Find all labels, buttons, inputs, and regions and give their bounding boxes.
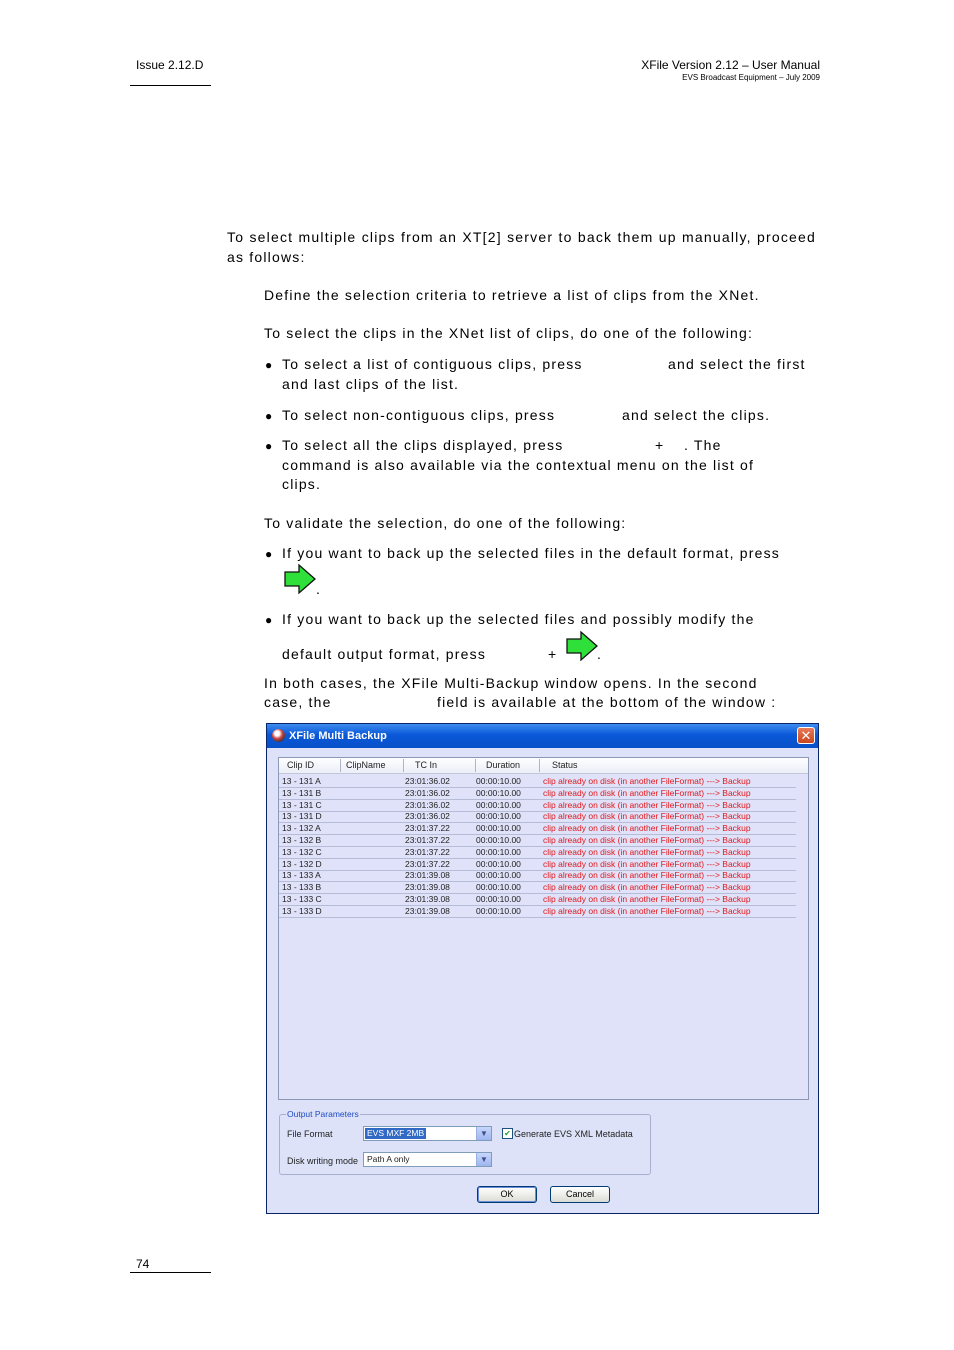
- page-number: 74: [136, 1257, 150, 1271]
- step-2-bullet-3-b: . The: [684, 437, 722, 453]
- close-button[interactable]: [797, 727, 815, 744]
- status-cell: clip already on disk (in another FileFormat) ---> Backup: [543, 846, 751, 857]
- header-rule: [130, 85, 211, 86]
- status-cell: clip already on disk (in another FileFormat) ---> Backup: [543, 823, 751, 834]
- tc-in-cell: 23:01:36.02: [405, 787, 450, 798]
- column-separator[interactable]: [403, 759, 404, 772]
- col-clip-name[interactable]: ClipName: [346, 760, 386, 770]
- tc-in-cell: 23:01:39.08: [405, 905, 450, 916]
- bullet-dot: ●: [265, 409, 273, 423]
- column-separator[interactable]: [340, 759, 341, 772]
- step-2-bullet-1-a: To select a list of contiguous clips, press: [282, 356, 583, 372]
- output-parameters-legend: Output Parameters: [287, 1109, 359, 1119]
- status-cell: clip already on disk (in another FileFormat) ---> Backup: [543, 905, 751, 916]
- table-row[interactable]: [279, 905, 796, 918]
- col-tc-in[interactable]: TC In: [415, 760, 438, 770]
- clip-id-cell: 13 - 133 D: [282, 905, 322, 916]
- app-icon: [272, 729, 285, 742]
- close-icon: ✕: [800, 728, 812, 743]
- duration-cell: 00:00:10.00: [476, 905, 521, 916]
- duration-cell: 00:00:10.00: [476, 846, 521, 857]
- status-cell: clip already on disk (in another FileFormat) ---> Backup: [543, 776, 751, 786]
- intro-paragraph: To select multiple clips from an XT[2] server to back them up manually, proceed as follows:: [227, 229, 816, 265]
- file-format-select[interactable]: [363, 1126, 492, 1141]
- tc-in-cell: 23:01:36.02: [405, 799, 450, 810]
- tc-in-cell: 23:01:37.22: [405, 823, 450, 834]
- duration-cell: 00:00:10.00: [476, 776, 521, 786]
- column-separator[interactable]: [539, 759, 540, 772]
- tc-in-cell: 23:01:37.22: [405, 858, 450, 869]
- column-separator[interactable]: [475, 759, 476, 772]
- tc-in-cell: 23:01:37.22: [405, 846, 450, 857]
- clip-id-cell: 13 - 133 B: [282, 882, 322, 893]
- col-clip-id[interactable]: Clip ID: [287, 760, 315, 770]
- step-1-text: Define the selection criteria to retrieve a list of clips from the XNet.: [264, 287, 760, 303]
- clip-list[interactable]: [278, 757, 809, 1100]
- output-parameters-group: [279, 1109, 651, 1175]
- metadata-label: Generate EVS XML Metadata: [514, 1129, 633, 1139]
- tc-in-cell: 23:01:39.08: [405, 870, 450, 881]
- clip-id-cell: 13 - 132 A: [282, 823, 321, 834]
- chevron-down-icon[interactable]: ▼: [476, 1127, 491, 1140]
- step-2-bullet-2-b: and select the clips.: [622, 407, 771, 423]
- step-2-bullet-3-a: To select all the clips displayed, press: [282, 437, 564, 453]
- after-line-2a: case, the: [264, 694, 332, 710]
- window-title: XFile Multi Backup: [289, 730, 387, 742]
- duration-cell: 00:00:10.00: [476, 823, 521, 834]
- step-3-bullet-1-a: If you want to back up the selected files in the default format, press: [282, 545, 781, 561]
- green-right-arrow-icon: [565, 630, 599, 662]
- clip-id-cell: 13 - 131 B: [282, 787, 322, 798]
- chevron-down-icon[interactable]: ▼: [476, 1153, 491, 1166]
- clip-id-cell: 13 - 133 A: [282, 870, 321, 881]
- clip-id-cell: 13 - 132 C: [282, 846, 322, 857]
- status-cell: clip already on disk (in another FileFormat) ---> Backup: [543, 882, 751, 893]
- window-titlebar[interactable]: [267, 724, 818, 748]
- cancel-button[interactable]: Cancel: [550, 1186, 610, 1203]
- bullet-dot: ●: [265, 358, 273, 372]
- step-3-bullet-1-dot: .: [316, 581, 322, 597]
- header-right: [641, 58, 820, 82]
- step-3-bullet-2-plus: +: [548, 646, 558, 662]
- step-3-lead: To validate the selection, do one of the following:: [264, 515, 627, 531]
- green-right-arrow-icon: [283, 563, 317, 595]
- manual-subtitle: EVS Broadcast Equipment – July 2009: [682, 73, 820, 82]
- step-2-bullet-1-c: and last clips of the list.: [282, 376, 460, 392]
- status-cell: clip already on disk (in another FileFormat) ---> Backup: [543, 858, 751, 869]
- tc-in-cell: 23:01:36.02: [405, 811, 450, 822]
- duration-cell: 00:00:10.00: [476, 858, 521, 869]
- multi-backup-window: [266, 723, 819, 1214]
- step-2-bullet-3-c: command is also available via the contextual menu on the list of: [282, 457, 755, 473]
- clip-id-cell: 13 - 133 C: [282, 894, 322, 904]
- clip-id-cell: 13 - 132 D: [282, 858, 322, 869]
- status-cell: clip already on disk (in another FileFormat) ---> Backup: [543, 870, 751, 881]
- issue-label: Issue 2.12.D: [136, 58, 204, 72]
- manual-title: XFile Version 2.12 – User Manual: [641, 58, 820, 72]
- status-cell: clip already on disk (in another FileFormat) ---> Backup: [543, 894, 751, 904]
- step-3-bullet-2-b: default output format, press: [282, 646, 487, 662]
- col-duration[interactable]: Duration: [486, 760, 521, 770]
- checkmark-icon: ✔: [504, 1129, 511, 1138]
- file-format-value: EVS MXF 2MB: [367, 1128, 425, 1138]
- step-3-bullet-2-dot: .: [597, 646, 603, 662]
- tc-in-cell: 23:01:39.08: [405, 894, 450, 904]
- file-format-label: File Format: [287, 1129, 333, 1139]
- disk-mode-label: Disk writing mode: [287, 1156, 359, 1166]
- duration-cell: 00:00:10.00: [476, 894, 521, 904]
- disk-mode-value: Path A only: [367, 1154, 410, 1164]
- tc-in-cell: 23:01:39.08: [405, 882, 450, 893]
- status-cell: clip already on disk (in another FileFormat) ---> Backup: [543, 835, 751, 845]
- ok-button[interactable]: OK: [477, 1186, 537, 1203]
- duration-cell: 00:00:10.00: [476, 835, 521, 845]
- step-2-bullet-3-plus: +: [655, 437, 665, 453]
- tc-in-cell: 23:01:36.02: [405, 776, 450, 786]
- metadata-checkbox[interactable]: [502, 1128, 513, 1139]
- col-status[interactable]: Status: [552, 760, 578, 770]
- tc-in-cell: 23:01:37.22: [405, 835, 450, 845]
- footer-rule: [130, 1272, 211, 1273]
- clip-id-cell: 13 - 131 A: [282, 776, 321, 786]
- step-2-bullet-3-d: clips.: [282, 476, 322, 492]
- duration-cell: 00:00:10.00: [476, 870, 521, 881]
- clip-id-cell: 13 - 131 C: [282, 799, 322, 810]
- status-cell: clip already on disk (in another FileFormat) ---> Backup: [543, 799, 751, 810]
- step-3-bullet-2-a: If you want to back up the selected files and possibly modify the: [282, 611, 755, 627]
- duration-cell: 00:00:10.00: [476, 799, 521, 810]
- bullet-dot: ●: [265, 439, 273, 453]
- step-2-bullet-1-b: and select the first: [668, 356, 806, 372]
- duration-cell: 00:00:10.00: [476, 811, 521, 822]
- clip-id-cell: 13 - 132 B: [282, 835, 322, 845]
- bullet-dot: ●: [265, 547, 273, 561]
- clip-id-cell: 13 - 131 D: [282, 811, 322, 822]
- status-cell: clip already on disk (in another FileFormat) ---> Backup: [543, 787, 751, 798]
- after-line-2b: field is available at the bottom of the window :: [437, 694, 777, 710]
- list-header: [279, 758, 808, 774]
- step-2-lead: To select the clips in the XNet list of clips, do one of the following:: [264, 325, 754, 341]
- status-cell: clip already on disk (in another FileFormat) ---> Backup: [543, 811, 751, 822]
- disk-mode-select[interactable]: [363, 1152, 492, 1167]
- duration-cell: 00:00:10.00: [476, 882, 521, 893]
- duration-cell: 00:00:10.00: [476, 787, 521, 798]
- after-line-1: In both cases, the XFile Multi-Backup window opens. In the second: [264, 675, 758, 691]
- bullet-dot: ●: [265, 613, 273, 627]
- step-2-bullet-2-a: To select non-contiguous clips, press: [282, 407, 556, 423]
